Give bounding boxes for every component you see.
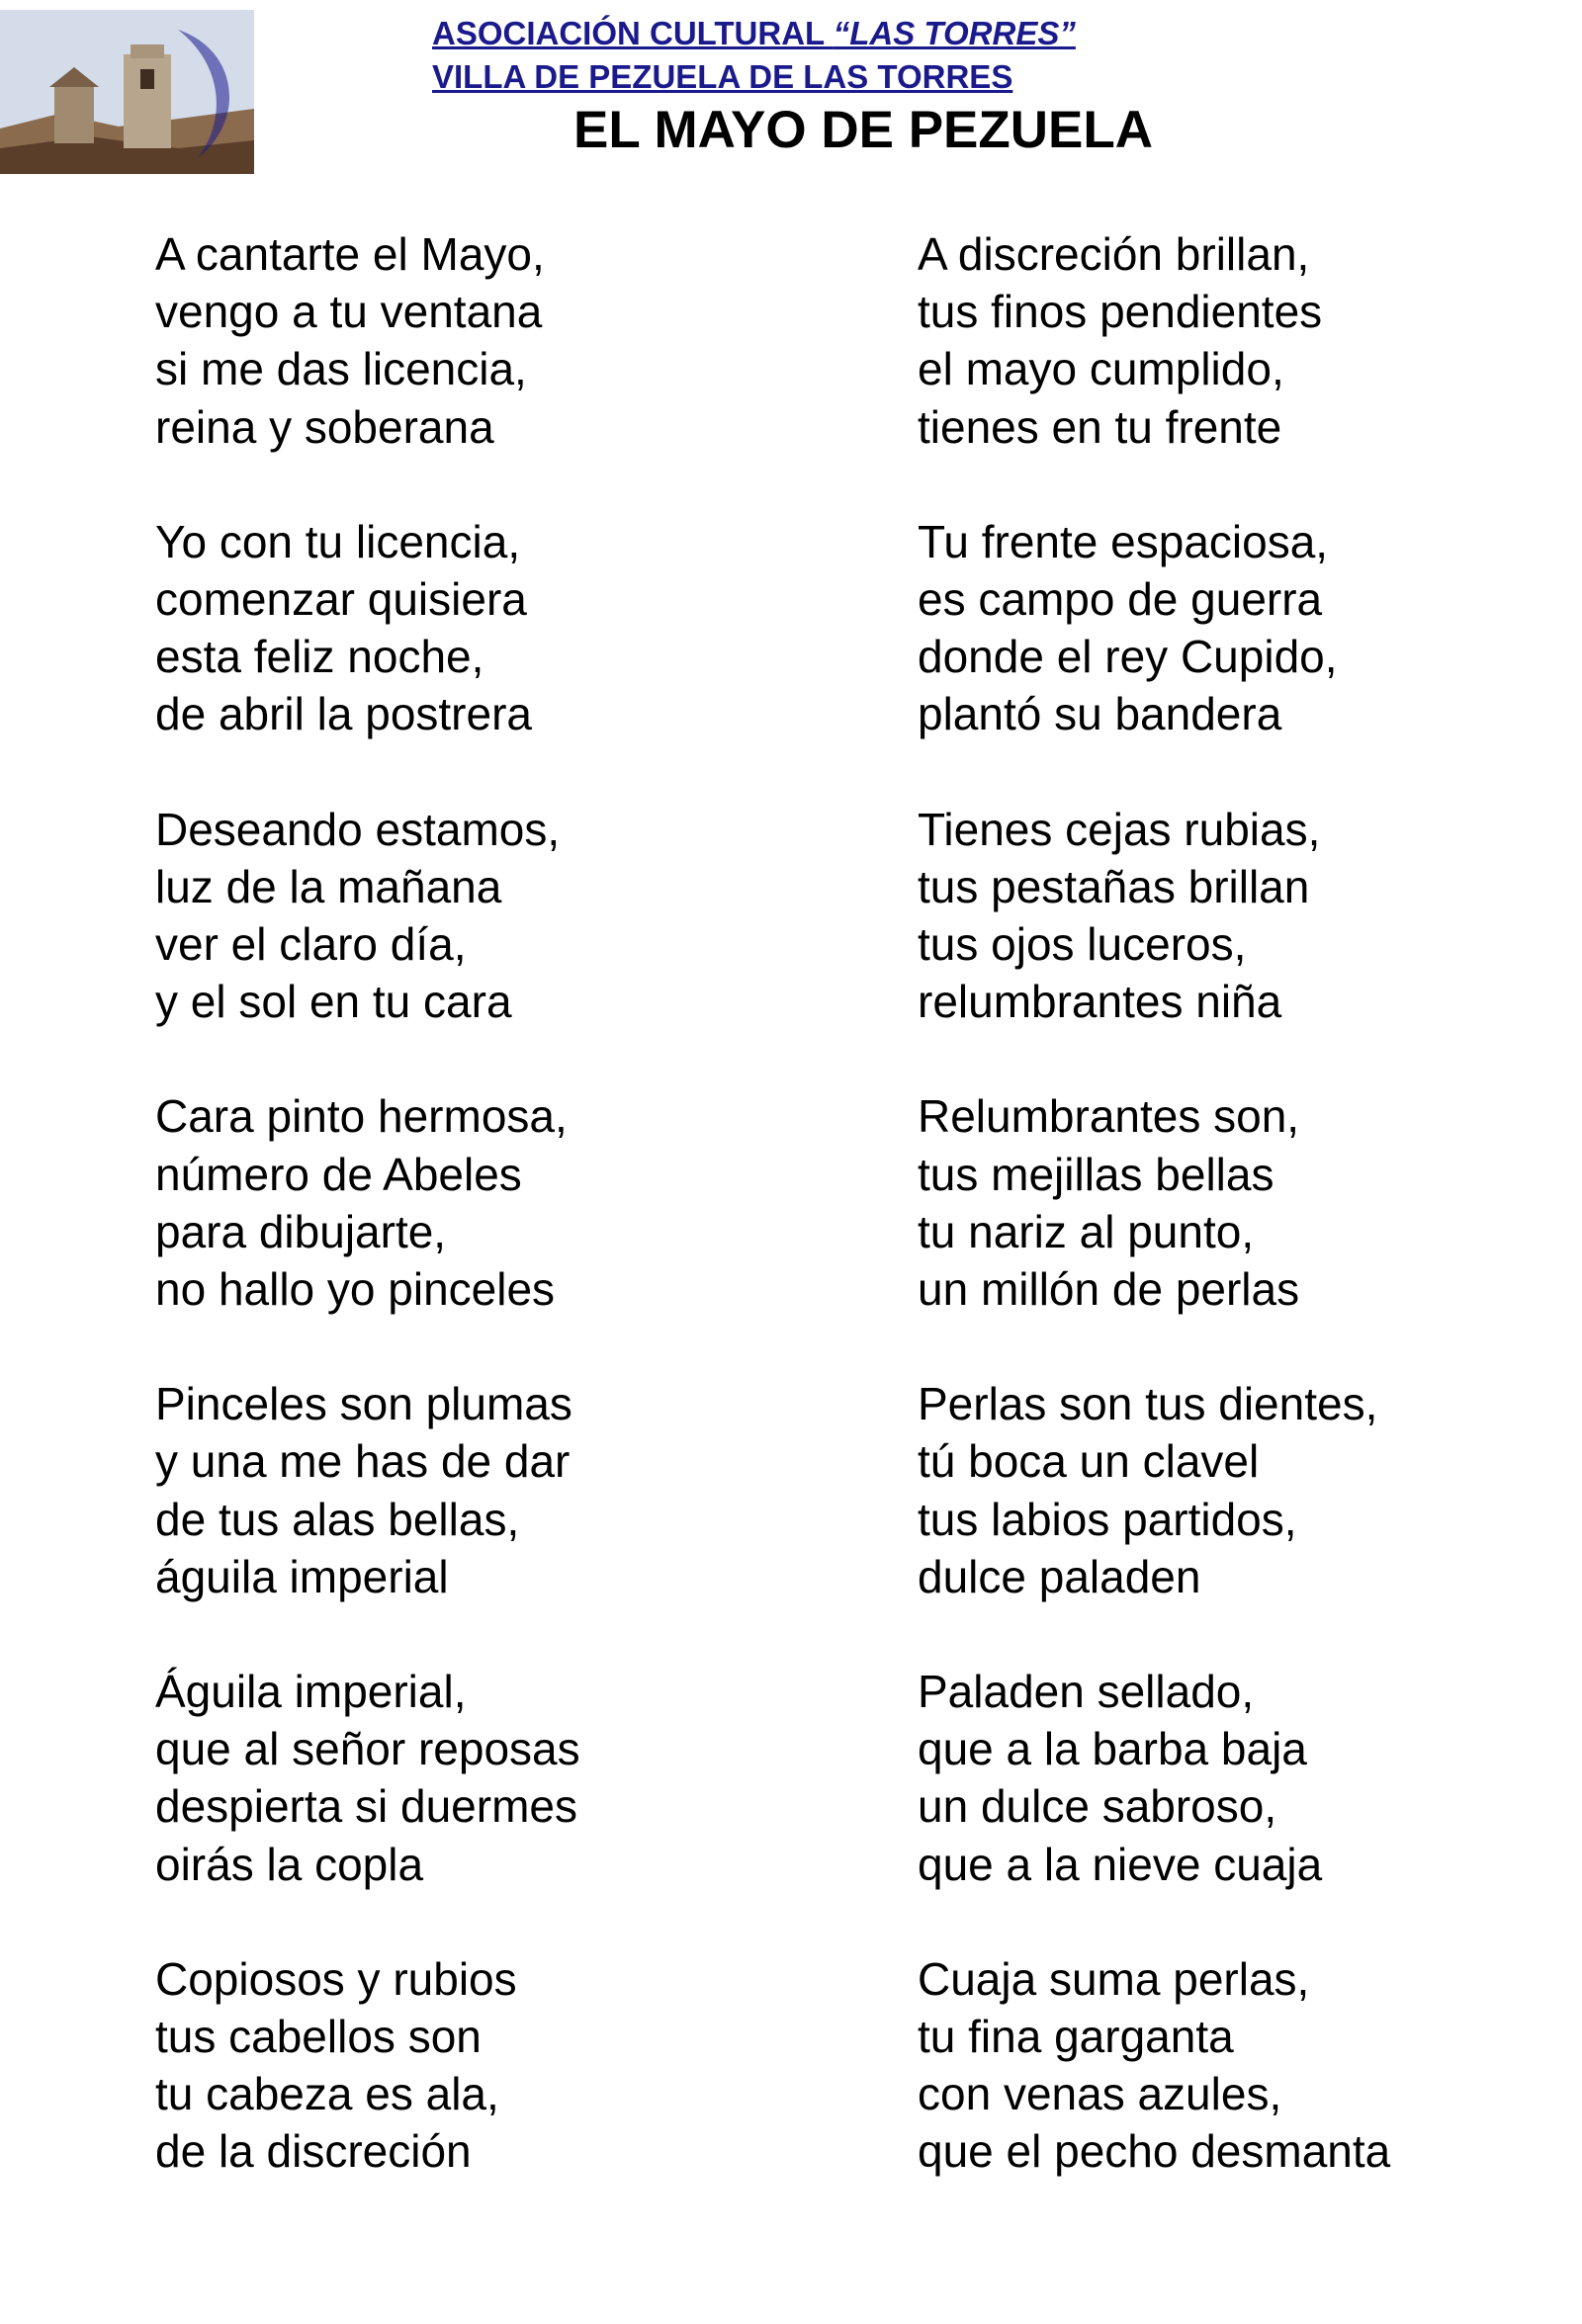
stanza [155, 801, 580, 1031]
association-quoted-name: “LAS TORRES” [833, 15, 1076, 51]
verse-line: tus labios partidos, [918, 1493, 1297, 1545]
stanza [918, 1375, 1390, 1605]
stanza [155, 513, 580, 743]
verse-line: para dibujarte, [155, 1205, 447, 1257]
association-name-link[interactable] [432, 12, 1421, 55]
verse-line: Relumbrantes son, [918, 1090, 1300, 1143]
verse-line: esta feliz noche, [155, 631, 484, 683]
stanza [155, 225, 580, 456]
association-header [432, 12, 1421, 99]
verse-line: número de Abeles [155, 1148, 522, 1200]
verse-line: reina y soberana [155, 400, 494, 453]
verse-line: Águila imperial, [155, 1666, 467, 1718]
page-title: EL MAYO DE PEZUELA [573, 101, 1154, 159]
verse-line: de abril la postrera [155, 688, 532, 740]
verse-line: tus pestañas brillan [918, 860, 1310, 912]
verse-line: tú boca un clavel [918, 1435, 1260, 1488]
verse-line: A cantarte el Mayo, [155, 228, 545, 280]
verse-line: que a la nieve cuaja [918, 1838, 1323, 1890]
verse-line: Tu frente espaciosa, [918, 515, 1329, 567]
poem-column-left [155, 225, 580, 2238]
verse-line: luz de la mañana [155, 860, 502, 912]
verse-line: con venas azules, [918, 2068, 1282, 2120]
verse-line: que el pecho desmanta [918, 2125, 1391, 2178]
stanza [918, 1087, 1390, 1318]
stanza [155, 1663, 580, 1893]
verse-line: Perlas son tus dientes, [918, 1378, 1378, 1430]
association-prefix: ASOCIACIÓN CULTURAL [432, 15, 834, 51]
verse-line: tu fina garganta [918, 2011, 1234, 2063]
verse-line: donde el rey Cupido, [918, 631, 1338, 683]
stanza [918, 513, 1390, 743]
verse-line: A discreción brillan, [918, 228, 1310, 280]
verse-line: no hallo yo pinceles [155, 1263, 556, 1316]
verse-line: un dulce sabroso, [918, 1780, 1277, 1833]
verse-line: y una me has de dar [155, 1435, 571, 1488]
stanza [918, 1663, 1390, 1893]
verse-line: plantó su bandera [918, 688, 1282, 740]
verse-line: tus ojos luceros, [918, 918, 1247, 971]
verse-line: tu nariz al punto, [918, 1205, 1255, 1257]
villa-name-link[interactable]: VILLA DE PEZUELA DE LAS TORRES [432, 58, 1013, 95]
verse-line: relumbrantes niña [918, 976, 1282, 1028]
verse-line: Copiosos y rubios [155, 1952, 517, 2005]
verse-line: un millón de perlas [918, 1263, 1300, 1316]
verse-line: despierta si duermes [155, 1780, 577, 1833]
stanza [155, 1950, 580, 2181]
verse-line: Cuaja suma perlas, [918, 1952, 1310, 2005]
verse-line: tus finos pendientes [918, 286, 1323, 338]
verse-line: si me das licencia, [155, 343, 527, 395]
verse-line: Yo con tu licencia, [155, 515, 521, 567]
verse-line: es campo de guerra [918, 573, 1323, 626]
verse-line: tus cabellos son [155, 2011, 482, 2063]
verse-line: oirás la copla [155, 1838, 424, 1890]
verse-line: águila imperial [155, 1550, 449, 1602]
stanza [918, 801, 1390, 1031]
stanza [155, 1087, 580, 1318]
church-tower-photo-icon [0, 10, 254, 174]
poem-column-right [918, 225, 1390, 2238]
verse-line: tus mejillas bellas [918, 1148, 1274, 1200]
verse-line: Deseando estamos, [155, 803, 561, 855]
stanza [918, 1950, 1390, 2181]
stanza [918, 225, 1390, 456]
verse-line: dulce paladen [918, 1550, 1201, 1602]
verse-line: de tus alas bellas, [155, 1493, 520, 1545]
stanza [155, 1375, 580, 1605]
verse-line: tu cabeza es ala, [155, 2068, 499, 2120]
verse-line: y el sol en tu cara [155, 976, 512, 1028]
verse-line: ver el claro día, [155, 918, 467, 971]
verse-line: vengo a tu ventana [155, 286, 543, 338]
verse-line: Tienes cejas rubias, [918, 803, 1321, 855]
verse-line: comenzar quisiera [155, 573, 527, 626]
verse-line: de la discreción [155, 2125, 472, 2178]
verse-line: Paladen sellado, [918, 1666, 1255, 1718]
verse-line: Pinceles son plumas [155, 1378, 572, 1430]
verse-line: Cara pinto hermosa, [155, 1090, 568, 1143]
verse-line: tienes en tu frente [918, 400, 1282, 453]
verse-line: el mayo cumplido, [918, 343, 1284, 395]
verse-line: que a la barba baja [918, 1723, 1307, 1775]
verse-line: que al señor reposas [155, 1723, 580, 1775]
